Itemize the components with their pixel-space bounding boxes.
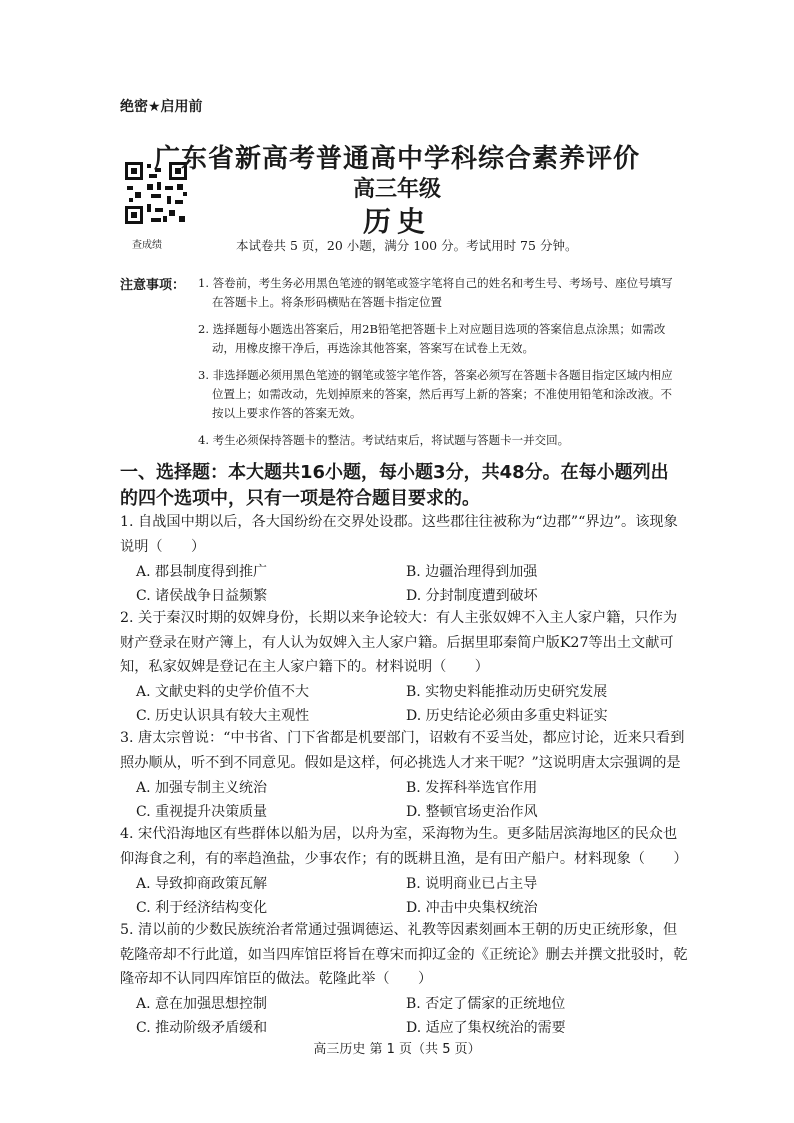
page-footer: 高三历史 第 1 页（共 5 页） — [313, 1042, 481, 1057]
notice-item: 2. 选择题每小题选出答案后，用2B铅笔把答题卡上对应题目选项的答案信息点涂黑；如需改动，用橡皮擦干净后，再选涂其他答案，答案写在试卷上无效。 — [198, 322, 666, 355]
notice-item: 1. 答卷前，考生务必用黑色笔迹的钢笔或签字笔将自己的姓名和考生号、考场号、座位号填写在答题卡上。将条形码横贴在答题卡指定位置 — [198, 276, 673, 309]
notice-label: 注意事项： — [120, 278, 186, 293]
subject-title: 历史 — [362, 205, 431, 238]
question-5-options — [136, 992, 676, 1040]
option-c: C. 推动阶级矛盾缓和 — [136, 1020, 268, 1036]
option-d: D. 适应了集权统治的需要 — [406, 1020, 566, 1036]
option-d: D. 冲击中央集权统治 — [406, 900, 538, 916]
question-3-options — [136, 776, 676, 824]
option-c: C. 历史认识具有较大主观性 — [136, 708, 310, 724]
qr-label: 查成绩 — [132, 240, 162, 251]
option-a: A. 导致抑商政策瓦解 — [136, 876, 268, 892]
question-5-stem: 5. 清以前的少数民族统治者常通过强调德运、礼教等因素刻画本王朝的历史正统形象，但乾隆帝却不行此道，如当四库馆臣将旨在尊宋而抑辽金的《正统论》删去并撰文批驳时，乾隆帝却不认同四库馆臣的做法。乾隆此举（ ） — [120, 922, 688, 987]
option-c: C. 利于经济结构变化 — [136, 900, 268, 916]
secret-label: 绝密★启用前 — [120, 99, 203, 115]
option-c: C. 重视提升决策质量 — [136, 804, 268, 820]
option-d: D. 整顿官场吏治作风 — [406, 804, 538, 820]
option-c: C. 诸侯战争日益频繁 — [136, 588, 268, 604]
notice-item: 3. 非选择题必须用黑色笔迹的钢笔或签字笔作答，答案必须写在答题卡各题目指定区域内相应位置上；如需改动，先划掉原来的答案，然后再写上新的答案；不准使用铅笔和涂改液。不按以上要求作答的答案无效。 — [198, 368, 673, 420]
section-title: 一、选择题：本大题共16小题，每小题3分，共48分。在每小题列出的四个选项中，只有一项是符合题目要求的。 — [120, 462, 669, 509]
option-b: B. 否定了儒家的正统地位 — [406, 996, 566, 1012]
option-a: A. 意在加强思想控制 — [136, 996, 268, 1012]
option-d: D. 历史结论必须由多重史料证实 — [406, 708, 608, 724]
option-a: A. 郡县制度得到推广 — [136, 564, 268, 580]
option-b: B. 发挥科举选官作用 — [406, 780, 538, 796]
notice-list — [198, 274, 678, 458]
option-d: D. 分封制度遭到破坏 — [406, 588, 538, 604]
grade-title: 高三年级 — [352, 176, 441, 202]
question-3-stem: 3. 唐太宗曾说：“中书省、门下省都是机要部门，诏敕有不妥当处，都应讨论，近来只看到照办顺从，听不到不同意见。假如是这样，何必挑选人才来干呢？”这说明唐太宗强调的是 — [120, 730, 685, 771]
question-4-options — [136, 872, 676, 920]
exam-meta: 本试卷共 5 页，20 小题，满分 100 分。考试用时 75 分钟。 — [236, 238, 578, 253]
option-b: B. 实物史料能推动历史研究发展 — [406, 684, 608, 700]
question-2-stem: 2. 关于秦汉时期的奴婢身份，长期以来争论较大：有人主张奴婢不入主人家户籍，只作为财产登录在财产簿上，有人认为奴婢入主人家户籍。后据里耶秦简户版K27等出土文献可知，私家奴婢是登记在主人家户籍下的。材料说明（ ） — [120, 610, 678, 675]
option-a: A. 文献史料的史学价值不大 — [136, 684, 310, 700]
option-b: B. 边疆治理得到加强 — [406, 564, 538, 580]
exam-title: 广东省新高考普通高中学科综合素养评价 — [153, 144, 640, 174]
question-2-options — [136, 680, 676, 728]
option-a: A. 加强专制主义统治 — [136, 780, 268, 796]
question-1-stem: 1. 自战国中期以后，各大国纷纷在交界处设郡。这些郡往往被称为“边郡”“界边”。该现象说明（ ） — [120, 514, 678, 555]
notice-item: 4. 考生必须保持答题卡的整洁。考试结束后，将试题与答题卡一并交回。 — [198, 433, 570, 447]
option-b: B. 说明商业已占主导 — [406, 876, 538, 892]
question-4-stem: 4. 宋代沿海地区有些群体以船为居，以舟为室，采海物为生。更多陆居滨海地区的民众也仰海食之利，有的率趋渔盐，少事农作；有的既耕且渔，是有田产船户。材料现象（ ） — [120, 826, 688, 867]
question-1-options — [136, 560, 676, 608]
